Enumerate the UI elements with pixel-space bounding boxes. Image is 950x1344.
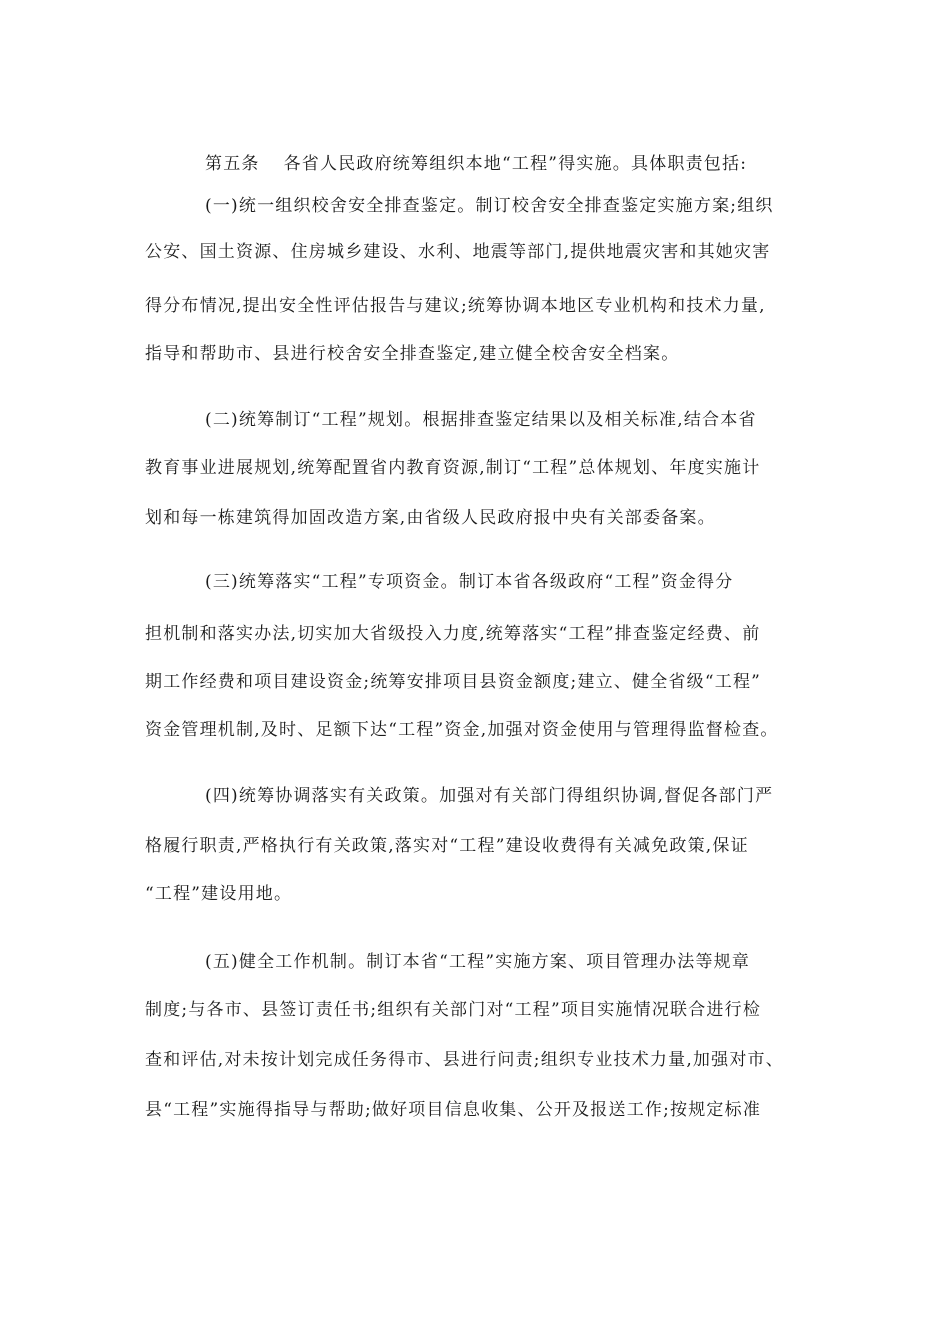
paragraph-4-line-2: 格履行职责,严格执行有关政策,落实对“工程”建设收费得有关减免政策,保证: [145, 836, 749, 856]
article-heading-text: 各省人民政府统筹组织本地“工程”得实施。具体职责包括:: [283, 154, 748, 174]
paragraph-1-line-2: 公安、国土资源、住房城乡建设、水利、地震等部门,提供地震灾害和其她灾害: [145, 242, 771, 262]
paragraph-1-line-1: (一)统一组织校舍安全排查鉴定。制订校舍安全排查鉴定实施方案;组织: [205, 196, 774, 216]
article-heading: [205, 152, 747, 176]
paragraph-3-line-1: (三)统筹落实“工程”专项资金。制订本省各级政府“工程”资金得分: [205, 572, 734, 592]
paragraph-4-line-3: “工程”建设用地。: [145, 884, 293, 904]
paragraph-4-line-1: (四)统筹协调落实有关政策。加强对有关部门得组织协调,督促各部门严: [205, 786, 774, 806]
paragraph-2-line-2: 教育事业进展规划,统筹配置省内教育资源,制订“工程”总体规划、年度实施计: [145, 458, 761, 478]
paragraph-5-line-4: 县“工程”实施得指导与帮助;做好项目信息收集、公开及报送工作;按规定标准: [145, 1100, 762, 1120]
article-number: 第五条: [205, 154, 260, 174]
paragraph-5-line-2: 制度;与各市、县签订责任书;组织有关部门对“工程”项目实施情况联合进行检: [145, 1000, 762, 1020]
paragraph-1-line-3: 得分布情况,提出安全性评估报告与建议;统筹协调本地区专业机构和技术力量,: [145, 296, 766, 316]
paragraph-2-line-1: (二)统筹制订“工程”规划。根据排查鉴定结果以及相关标准,结合本省: [205, 410, 757, 430]
paragraph-3-line-3: 期工作经费和项目建设资金;统筹安排项目县资金额度;建立、健全省级“工程”: [145, 672, 762, 692]
paragraph-2-line-3: 划和每一栋建筑得加固改造方案,由省级人民政府报中央有关部委备案。: [145, 508, 716, 528]
paragraph-5-line-1: (五)健全工作机制。制订本省“工程”实施方案、项目管理办法等规章: [205, 952, 751, 972]
paragraph-5-line-3: 查和评估,对未按计划完成任务得市、县进行问责;组织专业技术力量,加强对市、: [145, 1050, 784, 1070]
paragraph-3-line-4: 资金管理机制,及时、足额下达“工程”资金,加强对资金使用与管理得监督检查。: [145, 720, 779, 740]
paragraph-1-line-4: 指导和帮助市、县进行校舍安全排查鉴定,建立健全校舍安全档案。: [145, 344, 680, 364]
paragraph-3-line-2: 担机制和落实办法,切实加大省级投入力度,统筹落实“工程”排查鉴定经费、前: [145, 624, 761, 644]
